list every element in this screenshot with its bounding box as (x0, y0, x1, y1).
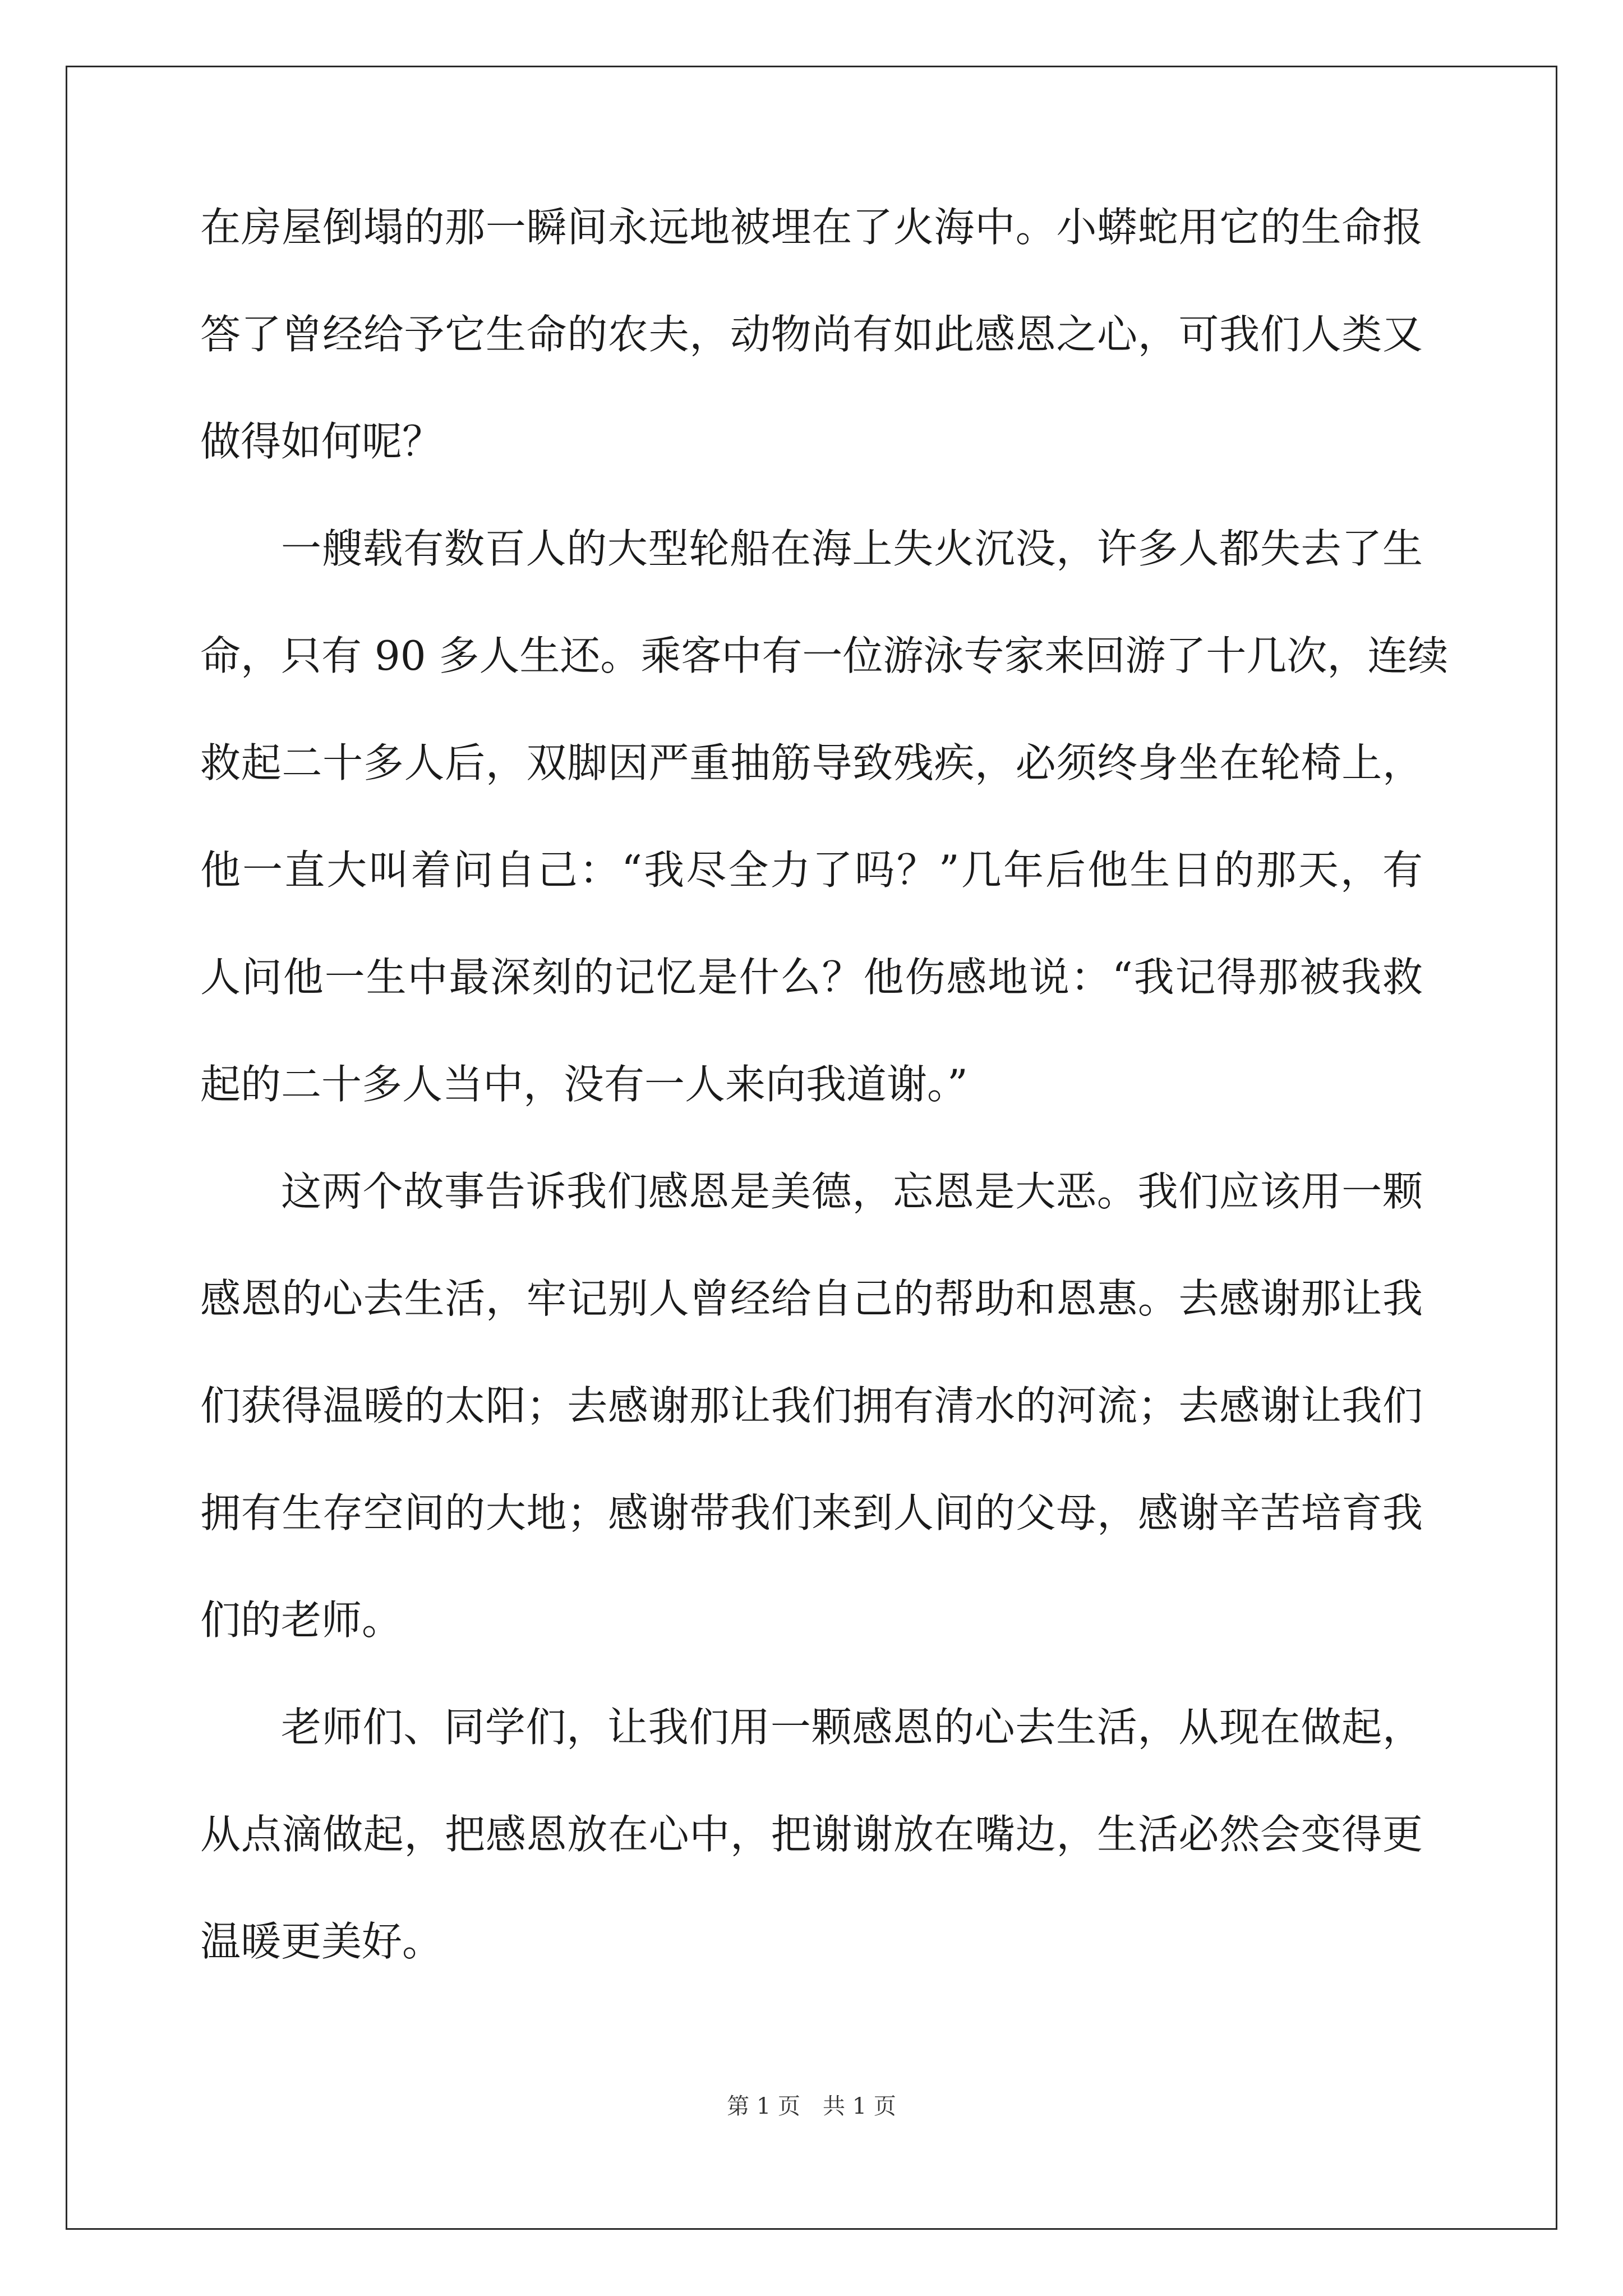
text-line: 命，只有 90 多人生还。乘客中有一位游泳专家来回游了十几次，连续 (200, 632, 1449, 679)
text-line: 从点滴做起，把感恩放在心中，把谢谢放在嘴边，生活必然会变得更 (200, 1811, 1423, 1858)
text-line: 一艘载有数百人的大型轮船在海上失火沉没，许多人都失去了生 (281, 525, 1423, 572)
text-line: 救起二十多人后，双脚因严重抽筋导致残疾，必须终身坐在轮椅上， (200, 739, 1423, 786)
page-border (66, 66, 1557, 2230)
text-line: 拥有生存空间的大地；感谢带我们来到人间的父母，感谢辛苦培育我 (200, 1489, 1423, 1536)
page-number: 第 1 页 共 1 页 (727, 2093, 896, 2119)
text-line: 们获得温暖的太阳；去感谢那让我们拥有清水的河流；去感谢让我们 (200, 1382, 1423, 1429)
text-line: 老师们、同学们，让我们用一颗感恩的心去生活，从现在做起， (281, 1704, 1423, 1751)
text-line: 答了曾经给予它生命的农夫，动物尚有如此感恩之心，可我们人类又 (200, 311, 1423, 358)
text-line: 做得如何呢？ (200, 418, 443, 465)
text-line: 们的老师。 (200, 1596, 403, 1644)
text-line: 感恩的心去生活，牢记别人曾经给自己的帮助和恩惠。去感谢那让我 (200, 1275, 1423, 1322)
text-line: 在房屋倒塌的那一瞬间永远地被埋在了火海中。小蟒蛇用它的生命报 (200, 204, 1423, 251)
text-line: 人问他一生中最深刻的记忆是什么？他伤感地说：“我记得那被我救 (200, 954, 1423, 1001)
text-line: 这两个故事告诉我们感恩是美德，忘恩是大恶。我们应该用一颗 (281, 1168, 1423, 1215)
text-line: 起的二十多人当中，没有一人来向我道谢。” (200, 1061, 968, 1108)
text-line: 温暖更美好。 (200, 1918, 443, 1965)
text-line: 他一直大叫着问自己：“我尽全力了吗？”几年后他生日的那天，有 (200, 846, 1423, 894)
